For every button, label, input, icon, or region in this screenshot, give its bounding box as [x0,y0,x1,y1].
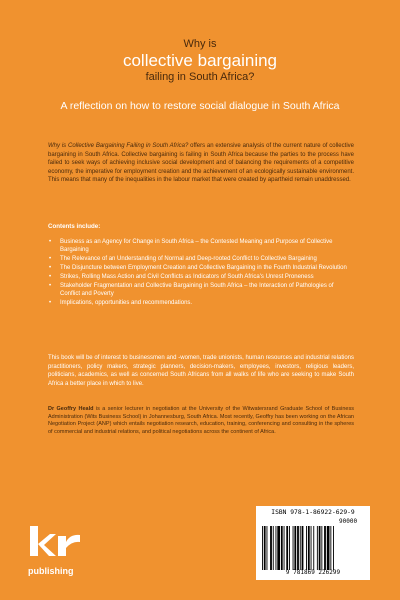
barcode-stripe [317,526,318,570]
barcode-stripe [281,526,283,570]
barcode-stripe [284,526,285,570]
bullet-icon: • [49,282,52,289]
bullet-icon: • [49,273,52,280]
contents-item-text: The Disjuncture between Employment Creation and Collective Bargaining in the Fourth Industrial Revolution [60,265,347,272]
barcode-stripe [270,526,272,570]
barcode-stripe [289,526,290,570]
barcode-bars [260,526,366,570]
barcode-stripe [311,526,312,570]
contents-item-text: Implications, opportunities and recommendations. [60,300,193,307]
title-line-1: Why is [183,38,217,50]
bullet-icon: • [49,300,52,307]
barcode-stripe [276,526,277,570]
intro-text: offers an extensive analysis of the current nature of collective bargaining in South Africa. Collective bargaining is failing in South Africa because the parties to the process have failed to seek ways of achieving inclusive social development and of balancing the requirements of a competitive economy, the imperative for employment creation and the achievement of an ecologically sustainable environment. This means that many of the inequalities in the labour market that were created by apartheid remain unaddressed. [48,143,354,184]
contents-item-text: Stakeholder Fragmentation and Collective Bargaining in South Africa – the Interaction of Pathologies of Conflict and Poverty [60,282,334,298]
author-name: Dr Geoffry Heald [48,406,94,412]
bullet-icon: • [49,239,52,245]
barcode-stripe [294,526,296,570]
barcode-stripe [308,526,310,570]
contents-item [48,255,354,263]
barcode-stripe [273,526,274,570]
title-line-3: failing in South Africa? [145,71,255,83]
bullet-icon: • [49,256,52,263]
barcode-stripe [293,526,294,570]
contents-heading: Contents include: [48,223,101,230]
barcode-stripe [267,526,268,570]
barcode-stripe [277,526,280,570]
barcode-stripe [333,526,334,570]
book-title [0,38,400,84]
logo-k-arm [38,534,56,556]
barcode-stripe [327,526,330,570]
contents-item [48,282,354,299]
contents-list [48,238,354,308]
price-code: 90000 [339,518,358,525]
intro-paragraph [48,142,354,185]
barcode-stripe [321,526,322,570]
barcode-stripe [306,526,307,570]
barcode-stripe [300,526,301,570]
barcode-stripe [319,526,321,570]
barcode-stripe [262,526,263,570]
logo-r-shoulder [66,535,80,548]
barcode-panel [256,506,370,580]
barcode-stripe [302,526,304,570]
barcode-digits: 9 781869 226299 [285,569,341,576]
book-subtitle: A reflection on how to restore social dialogue in South Africa [60,100,340,112]
publisher-name: publishing [28,566,74,576]
barcode-stripe [324,526,326,570]
contents-item [48,238,354,255]
author-bio-text: is a senior lecturer in negotiation at the University of the Witwatersrand Graduate School of Business Administration (Wits Business School) in Johannesburg, South Africa. Most recently, Geoffry has been working on the African Negotiation Project (ANP) which entails negotiation research, education, training, conferencing and consulting in the spheres of commercial and industrial relations, and political negotiations across the continent of Africa. [48,406,354,435]
contents-item-text: Business as an Agency for Change in South Africa – the Contested Meaning and Purpose of Collective Bargaining [60,239,333,254]
barcode-stripe [330,526,331,570]
isbn-text: ISBN 978-1-86922-629-9 [271,509,355,516]
bullet-icon: • [49,265,52,272]
author-bio [48,406,354,436]
contents-item [48,264,354,272]
barcode-stripe [286,526,288,570]
barcode-stripe [313,526,314,570]
audience-paragraph: This book will be of interest to businessmen and -women, trade unionists, human resources and industrial relations practitioners, policy makers, strategic planners, decision-makers, employees, investors, religious leaders, politicians, academics, as well as concerned South Africans from all walks of life who are seeking to make South Africa a better place in which to live. [48,355,354,387]
barcode-stripe [297,526,299,570]
contents-item-text: Strikes, Rolling Mass Action and Civil Conflicts as Indicators of South Africa's Unrest Proneness [60,273,314,280]
barcode-stripe [264,526,266,570]
logo-r-stem [58,536,66,556]
contents-item [48,273,354,281]
logo-k-stem [30,526,38,556]
title-line-2: collective bargaining [122,51,278,70]
contents-item [48,299,354,307]
contents-item-text: The Relevance of an Understanding of Normal and Deep-rooted Conflict to Collective Bargaining [60,256,317,263]
intro-book-title: Why is Collective Bargaining Failing in South Africa? [48,143,189,149]
